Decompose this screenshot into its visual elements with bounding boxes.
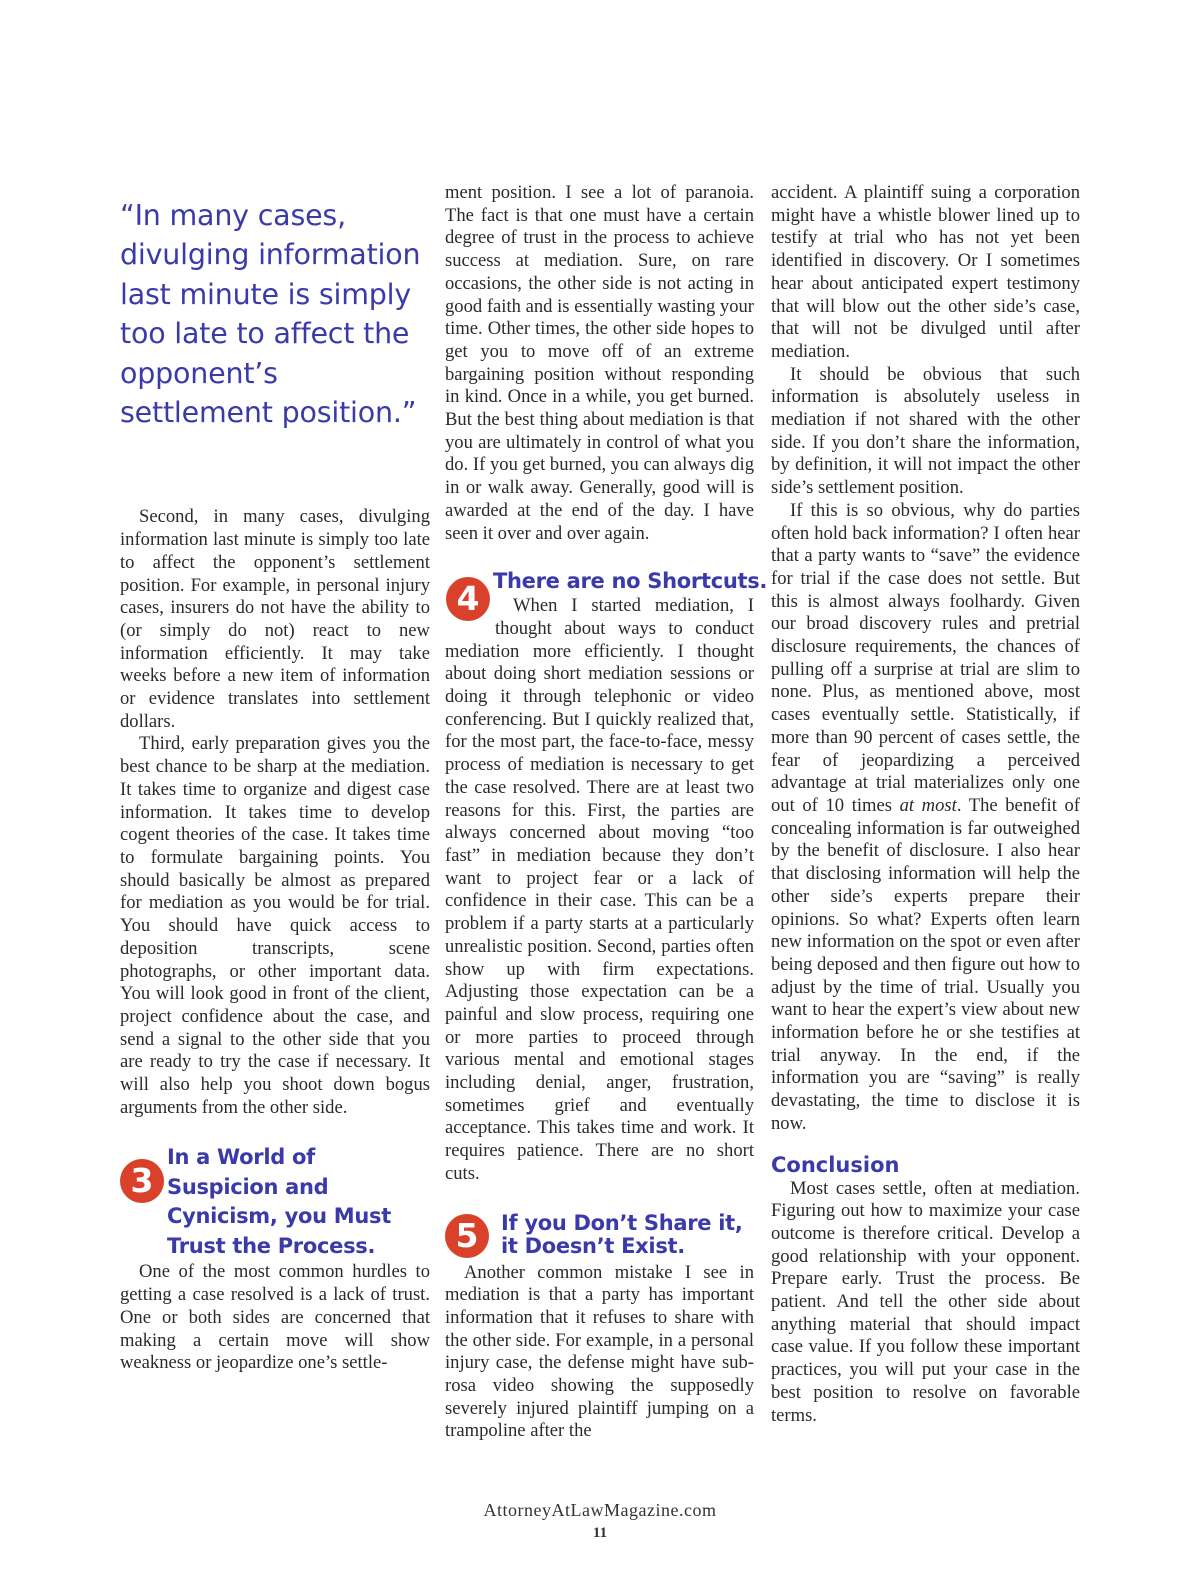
body-paragraph: Most cases settle, often at mediation. Figuring out how to maximize your case outcome is therefore critical. Develop a good relationship with your opponent. Prepare early. Trust the process. Be patient. And tell the other side about anything material that should impact case value. If you follow these important practices, you will put your case in the best position to resolve on favorable terms. [771,1177,1080,1426]
section-3-number-badge: 3 [120,1159,164,1203]
body-paragraph: When I started mediation, I thought about ways to conduct mediation more efficiently. I thought about doing short mediation sessions or doing it through telephonic or video conferencing. But I quickly realized that, for the most part, the face-to-face, messy process of mediation is necessary to get the case resolved. There are at least two reasons for this. First, the parties are always concerned about moving “too fast” in mediation because they don’t want to project fear or a lack of confidence in their case. This can be a problem if a party starts at a particularly unrealistic position. Second, parties often show up with firm expectations. Adjusting those expectation can be a painful and slow process, requiring one or more parties to proceed through various mental and emotional stages including denial, anger, frustration, sometimes grief and eventually acceptance. This takes time and work. It requires patience. There are no short cuts. [445,595,754,1184]
page-number: 11 [592,1525,608,1541]
body-paragraph: Third, early preparation gives you the best chance to be sharp at the mediation. It takes time to organize and digest case information. It takes time to develop cogent theories of the case. It takes time to formulate bargaining points. You should basically be almost as prepared for mediation as you would be for trial. You should have quick access to deposition transcripts, scene photographs, or other important data. You will look good in front of the client, project confidence about the case, and send a signal to the other side that you are ready to try the case if necessary. It will also help you shoot down bogus arguments from the other side. [120,733,430,1118]
column-3 [771,182,1080,1427]
conclusion-heading: Conclusion [771,1152,900,1177]
section-3-title: In a World of Suspicion and Cynicism, you Must Trust the Process. [167,1145,391,1258]
section-5-number-badge: 5 [445,1214,489,1258]
body-paragraph: Second, in many cases, divulging information last minute is simply too late to affect the opponent’s settlement position. For example, in personal injury cases, insurers do not have the ability to (or simply do not) react to new information efficiently. It may take weeks before a new item of information or evidence translates into settlement dollars. [120,506,430,732]
body-paragraph [771,500,1080,1136]
section-4-heading [445,569,768,619]
body-paragraph: accident. A plaintiff suing a corporation might have a whistle blower lined up to testify at trial who has not yet been identified in discovery. Or I sometimes hear about anticipated expert testimony that will blow out the other side’s case, that will not be divulged until after mediation. [771,182,1080,362]
body-paragraph: ment position. I see a lot of paranoia. The fact is that one must have a certain degree of trust in the process to achieve success at mediation. Sure, on rare occasions, the other side is not acting in good faith and is essentially wasting your time. Other times, the other side hopes to get you to move off of an extreme bargaining position without responding in kind. Once in a while, you get burned. But the best thing about mediation is that you are ultimately in control of what you do. If you get burned, you can always dig in or walk away. Generally, good will is awarded at the end of the day. I have seen it over and over again. [445,182,754,544]
body-paragraph: Another common mistake I see in mediation is that a party has important information that it refuses to share with the other side. For example, in a personal injury case, the defense might have sub-rosa video showing the supposedly severely injured plaintiff jumping on a trampoline after the [445,1261,754,1442]
column-1 [120,182,430,1375]
body-paragraph: It should be obvious that such information is absolutely useless in mediation if not shared with the other side. If you don’t share the information, by definition, it will not impact the other side’s settlement position. [771,363,1080,499]
section-3-heading [120,1143,430,1261]
section-4-title: There are no Shortcuts. [493,569,768,594]
body-paragraph: One of the most common hurdles to getting a case resolved is a lack of trust. One or both sides are concerned that making a certain move will show weakness or jeopardize one’s settle- [120,1261,430,1374]
section-4-number-badge: 4 [446,577,490,621]
emphasis-text: at most [899,794,957,816]
body-text: If this is so obvious, why do parties often hold back information? I often hear that a party wants to “save” the evidence for trial if the case does not settle. But this is almost always foolhardy. Given our broad discovery rules and pretrial disclosure requirements, the chances of pulling off a surprise at trial are slim to none. Plus, as mentioned above, most cases eventually settle. Statistically, if more than 90 percent of cases settle, the fear of jeopardizing a perceived advantage at trial materializes only one out of 10 times [771,499,1080,816]
section-5-title: If you Don’t Share it, it Doesn’t Exist. [501,1210,743,1258]
footer-site-name: AttorneyAtLawMagazine.com [483,1500,717,1520]
section-5-heading [445,1212,754,1262]
section-4-body [445,595,754,1185]
column-2 [445,182,768,1443]
pull-quote: “In many cases, divulging information last minute is simply too late to affect the opponent’s settlement position.” [120,199,421,430]
body-text: . The benefit of concealing information is far outweighed by the benefit of disclosure. I also hear that disclosing information will help the other side’s experts prepare their opinions. So what? Experts often learn new information on the spot or even after being deposed and then figure out how to adjust by the time of trial. Usually you want to hear the expert’s view about new information before he or she testifies at trial anyway. In the end, if the information you are “saving” is really devastating, the time to disclose it is now. [771,794,1080,1134]
